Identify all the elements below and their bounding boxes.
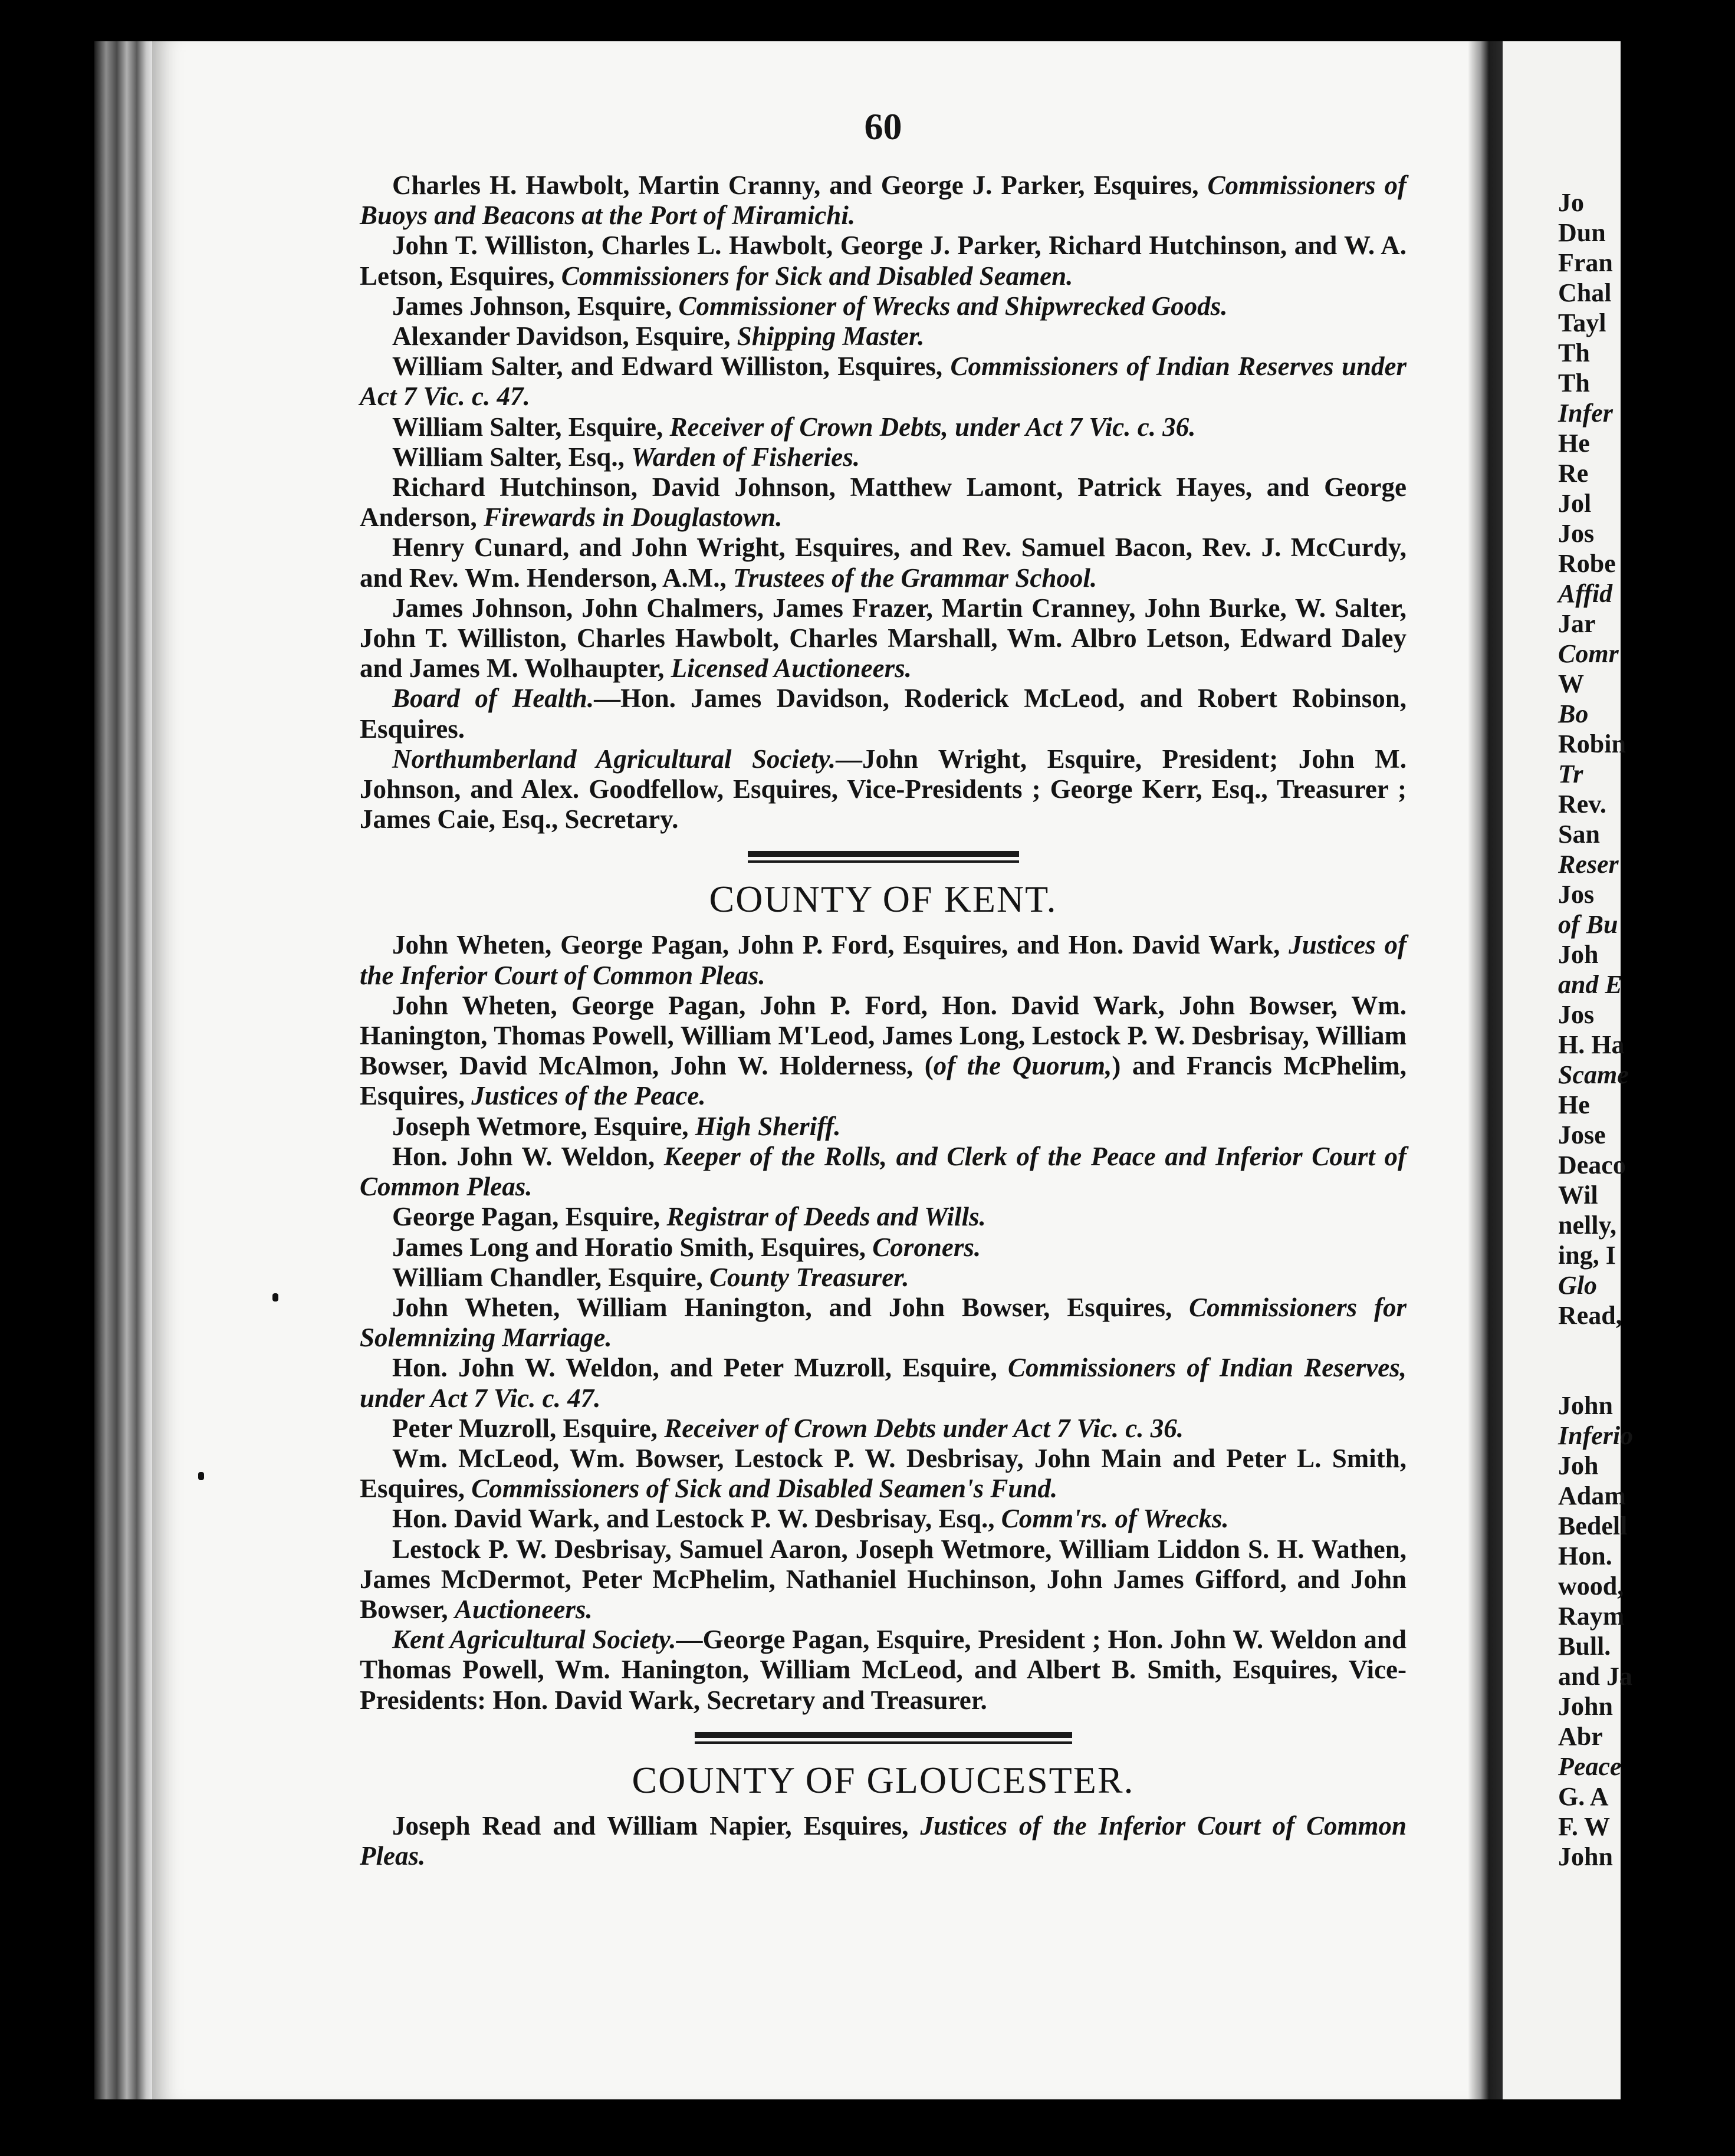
names-text: William Salter, Esquire, (392, 412, 670, 442)
margin-mark (272, 1293, 278, 1302)
entry-paragraph (360, 1233, 1407, 1263)
office-title-text: Commissioners of Indian Reserves under Act 7 Vic. c. 47. (360, 351, 1407, 412)
office-title-text: Receiver of Crown Debts, under Act 7 Vic. c. 36. (669, 412, 1196, 442)
facing-page-line: Infer (1558, 399, 1613, 428)
book-gutter (1468, 41, 1503, 2099)
names-text: Henry Cunard, and John Wright, Esquires, and Rev. Samuel Bacon, Rev. J. McCurdy, and Rev. Wm. Henderson, A.M., (360, 533, 1407, 593)
entry-paragraph (360, 472, 1407, 533)
entry-paragraph (360, 744, 1407, 835)
entry-paragraph (360, 1534, 1407, 1625)
names-text: Hon. John W. Weldon, and Peter Muzroll, Esquire, (392, 1353, 1008, 1383)
divider-rule-thin (695, 1741, 1072, 1744)
names-text: Joseph Wetmore, Esquire, (392, 1111, 695, 1141)
facing-page-line: Fran (1558, 248, 1613, 277)
facing-page-line: Jo (1558, 188, 1584, 217)
names-text: —John Wright, Esquire, President; John M. Johnson, and Alex. Goodfellow, Esquires, Vice-Presidents ; George Kerr, Esq., Treasurer ; James Caie, Esq., Secretary. (360, 744, 1407, 834)
facing-page-line: Hon. (1558, 1542, 1612, 1570)
facing-page (1503, 41, 1634, 2099)
names-text: Hon. David Wark, and Lestock P. W. Desbrisay, Esq., (392, 1504, 1001, 1534)
section-heading: COUNTY OF KENT. (709, 878, 1057, 921)
margin-mark (198, 1472, 204, 1480)
facing-page-line: Raym (1558, 1602, 1625, 1631)
names-text: Peter Muzroll, Esquire, (392, 1413, 665, 1443)
facing-page-line: Deaco (1558, 1151, 1626, 1179)
office-title-text: Commissioners for Sick and Disabled Seamen. (561, 261, 1073, 291)
names-text: ) and Francis McPhelim, Esquires, (360, 1051, 1407, 1111)
facing-page-line: Inferio (1558, 1421, 1634, 1450)
office-title-text: Commissioners for Solemnizing Marriage. (360, 1292, 1407, 1353)
names-text: Lestock P. W. Desbrisay, Samuel Aaron, Joseph Wetmore, William Liddon S. H. Wathen, James McDermot, Peter McPhelim, Nathaniel Huchinson, John James Gifford, and John Bowser, (360, 1534, 1407, 1624)
office-title-text: Coroners. (872, 1232, 981, 1262)
facing-page-line: Affid (1558, 579, 1613, 608)
entry-paragraph (360, 683, 1407, 744)
entry-paragraph (360, 291, 1407, 321)
facing-page-line: H. Ha (1558, 1030, 1625, 1059)
office-title-text: Receiver of Crown Debts under Act 7 Vic. c. 36. (664, 1413, 1184, 1443)
facing-page-line: John (1558, 1842, 1613, 1871)
divider-rule-thick (695, 1732, 1072, 1738)
facing-page-line (1558, 1360, 1735, 1391)
entry-paragraph (360, 1444, 1407, 1504)
names-text: Alexander Davidson, Esquire, (392, 321, 737, 351)
office-title-text: Registrar of Deeds and Wills. (666, 1202, 986, 1232)
office-title-text: Commissioners of Buoys and Beacons at the Port of Miramichi. (360, 170, 1407, 231)
names-text: —Hon. James Davidson, Roderick McLeod, and Robert Robinson, Esquires. (360, 683, 1407, 744)
names-text: Joseph Read and William Napier, Esquires, (392, 1810, 921, 1841)
facing-page-line: Abr (1558, 1722, 1603, 1751)
facing-page-line: Bull. (1558, 1632, 1611, 1661)
facing-page-line: Robe (1558, 549, 1616, 578)
facing-page-line: Jol (1558, 489, 1592, 518)
names-text: —George Pagan, Esquire, President ; Hon. John W. Weldon and Thomas Powell, Wm. Hanington, William McLeod, and Albert B. Smith, Esquires, Vice-Presidents: Hon. David Wark, Secretary and Treasurer. (360, 1625, 1407, 1715)
facing-page-line: Adam (1558, 1481, 1626, 1510)
facing-page-line: Jar (1558, 609, 1596, 638)
facing-page-line: and E (1558, 970, 1622, 999)
facing-page-line: Jos (1558, 880, 1595, 909)
facing-page-line: Tayl (1558, 308, 1606, 337)
office-title-text: of the Quorum, (933, 1051, 1112, 1081)
section-divider (748, 851, 1019, 863)
facing-page-line: Chal (1558, 278, 1612, 307)
facing-page-line: Th (1558, 369, 1590, 397)
book-spine-edge (94, 41, 153, 2099)
names-text: William Salter, Esq., (392, 442, 632, 472)
entry-paragraph (360, 533, 1407, 593)
names-text: James Long and Horatio Smith, Esquires, (392, 1232, 873, 1262)
names-text: Wm. McLeod, Wm. Bowser, Lestock P. W. Desbrisay, John Main and Peter L. Smith, Esquires, (360, 1443, 1407, 1504)
entry-paragraph (360, 991, 1407, 1112)
entry-paragraph (360, 442, 1407, 472)
facing-page-line: Scame (1558, 1060, 1629, 1089)
facing-page-line: Wil (1558, 1181, 1598, 1210)
entry-paragraph (360, 1625, 1407, 1715)
facing-page-line: W (1558, 669, 1584, 698)
document-sections (360, 170, 1407, 1871)
entry-paragraph (360, 1263, 1407, 1293)
section-divider (695, 1732, 1072, 1744)
names-text: Hon. John W. Weldon, (392, 1141, 664, 1171)
facing-page-text (1558, 188, 1735, 1872)
facing-page-line: Jos (1558, 1000, 1595, 1029)
facing-page-line: Bo (1558, 699, 1589, 728)
office-title-text: Kent Agricultural Society. (392, 1625, 676, 1655)
facing-page-line: Rev. (1558, 790, 1606, 819)
facing-page-line: Jose (1558, 1120, 1606, 1149)
facing-page-line: Joh (1558, 1451, 1599, 1480)
divider-rule-thick (748, 851, 1019, 857)
facing-page-line: and Ja (1558, 1662, 1632, 1691)
facing-page-line: of Bu (1558, 910, 1618, 939)
office-title-text: Comm'rs. of Wrecks. (1001, 1504, 1229, 1534)
facing-page-line (1558, 1330, 1735, 1360)
entry-paragraph (360, 1142, 1407, 1202)
office-title-text: Justices of the Inferior Court of Common Pleas. (360, 930, 1407, 990)
entry-paragraph (360, 231, 1407, 291)
facing-page-line: Joh (1558, 940, 1599, 969)
office-title-text: Trustees of the Grammar School. (732, 563, 1097, 593)
facing-page-line: nelly, (1558, 1211, 1617, 1240)
names-text: John T. Williston, Charles L. Hawbolt, George J. Parker, Richard Hutchinson, and W. A. Letson, Esquires, (360, 231, 1407, 291)
names-text: William Chandler, Esquire, (392, 1262, 710, 1292)
facing-page-line: G. A (1558, 1782, 1609, 1811)
names-text: James Johnson, John Chalmers, James Frazer, Martin Cranney, John Burke, W. Salter, John T. Williston, Charles Hawbolt, Charles Marshall, Wm. Albro Letson, Edward Daley and James M. Wolhaupter, (360, 593, 1407, 683)
facing-page-line: He (1558, 429, 1590, 458)
facing-page-line: Glo (1558, 1271, 1597, 1300)
facing-page-line: Comr (1558, 639, 1619, 668)
office-title-text: Licensed Auctioneers. (671, 653, 912, 683)
entry-paragraph (360, 1112, 1407, 1142)
entry-paragraph (360, 1293, 1407, 1353)
entry-paragraph (360, 170, 1407, 231)
facing-page-line: Read, (1558, 1301, 1622, 1330)
office-title-text: Justices of the Inferior Court of Common Pleas. (360, 1810, 1407, 1871)
facing-page-line: ing, I (1558, 1241, 1616, 1270)
facing-page-line: Bedell (1558, 1511, 1628, 1540)
office-title-text: Commissioners of Sick and Disabled Seamen's Fund. (471, 1474, 1058, 1504)
office-title-text: High Sheriff. (695, 1111, 841, 1141)
names-text: John Wheten, George Pagan, John P. Ford, Hon. David Wark, John Bowser, Wm. Hanington, Thomas Powell, William M'Leod, James Long, Lestock P. W. Desbrisay, William Bowser, David McAlmon, John W. Holderness, ( (360, 990, 1407, 1081)
entry-paragraph (360, 321, 1407, 351)
names-text: George Pagan, Esquire, (392, 1202, 667, 1232)
page-number: 60 (864, 106, 902, 147)
names-text: Charles H. Hawbolt, Martin Cranny, and George J. Parker, Esquires, (392, 170, 1208, 200)
facing-page-line: John (1558, 1692, 1613, 1721)
entry-paragraph (360, 930, 1407, 990)
entry-paragraph (360, 1353, 1407, 1413)
facing-page-line: F. W (1558, 1812, 1611, 1841)
office-title-text: Keeper of the Rolls, and Clerk of the Peace and Inferior Court of Common Pleas. (360, 1141, 1407, 1202)
facing-page-line: Robin (1558, 729, 1626, 758)
entry-paragraph (360, 1414, 1407, 1444)
names-text: Richard Hutchinson, David Johnson, Matthew Lamont, Patrick Hayes, and George Anderson, (360, 472, 1407, 533)
entry-paragraph (360, 1504, 1407, 1534)
section-heading: COUNTY OF GLOUCESTER. (632, 1759, 1135, 1801)
names-text: John Wheten, George Pagan, John P. Ford, Esquires, and Hon. David Wark, (392, 930, 1289, 960)
divider-rule-thin (748, 860, 1019, 863)
facing-page-line: John (1558, 1391, 1613, 1420)
facing-page-line: Reser (1558, 850, 1619, 879)
entry-paragraph (360, 412, 1407, 442)
names-text: William Salter, and Edward Williston, Esquires, (392, 351, 951, 382)
office-title-text: County Treasurer. (709, 1262, 909, 1292)
names-text: John Wheten, William Hanington, and John Bowser, Esquires, (392, 1292, 1189, 1322)
office-title-text: Justices of the Peace. (471, 1081, 706, 1111)
entry-paragraph (360, 1811, 1407, 1871)
office-title-text: Warden of Fisheries. (631, 442, 860, 472)
office-title-text: Auctioneers. (454, 1594, 593, 1624)
entry-paragraph (360, 1202, 1407, 1232)
entry-paragraph (360, 351, 1407, 412)
office-title-text: Shipping Master. (737, 321, 925, 351)
facing-page-line: San (1558, 820, 1600, 849)
facing-page-line: Tr (1558, 760, 1583, 788)
office-title-text: Northumberland Agricultural Society. (392, 744, 836, 774)
entry-paragraph (360, 593, 1407, 684)
facing-page-line: He (1558, 1090, 1590, 1119)
office-title-text: Commissioner of Wrecks and Shipwrecked Goods. (678, 291, 1228, 321)
facing-page-line: Dun (1558, 218, 1606, 247)
facing-page-line: Peace (1558, 1752, 1622, 1781)
names-text: James Johnson, Esquire, (392, 291, 679, 321)
page-content (360, 103, 1407, 1871)
facing-page-line: Re (1558, 459, 1589, 488)
office-title-text: Board of Health. (392, 683, 594, 714)
office-title-text: Firewards in Douglastown. (484, 502, 783, 533)
facing-page-line: wood, (1558, 1572, 1624, 1600)
facing-page-line: Jos (1558, 519, 1595, 548)
office-title-text: Commissioners of Indian Reserves, under Act 7 Vic. c. 47. (360, 1353, 1407, 1413)
facing-page-line: Th (1558, 338, 1590, 367)
